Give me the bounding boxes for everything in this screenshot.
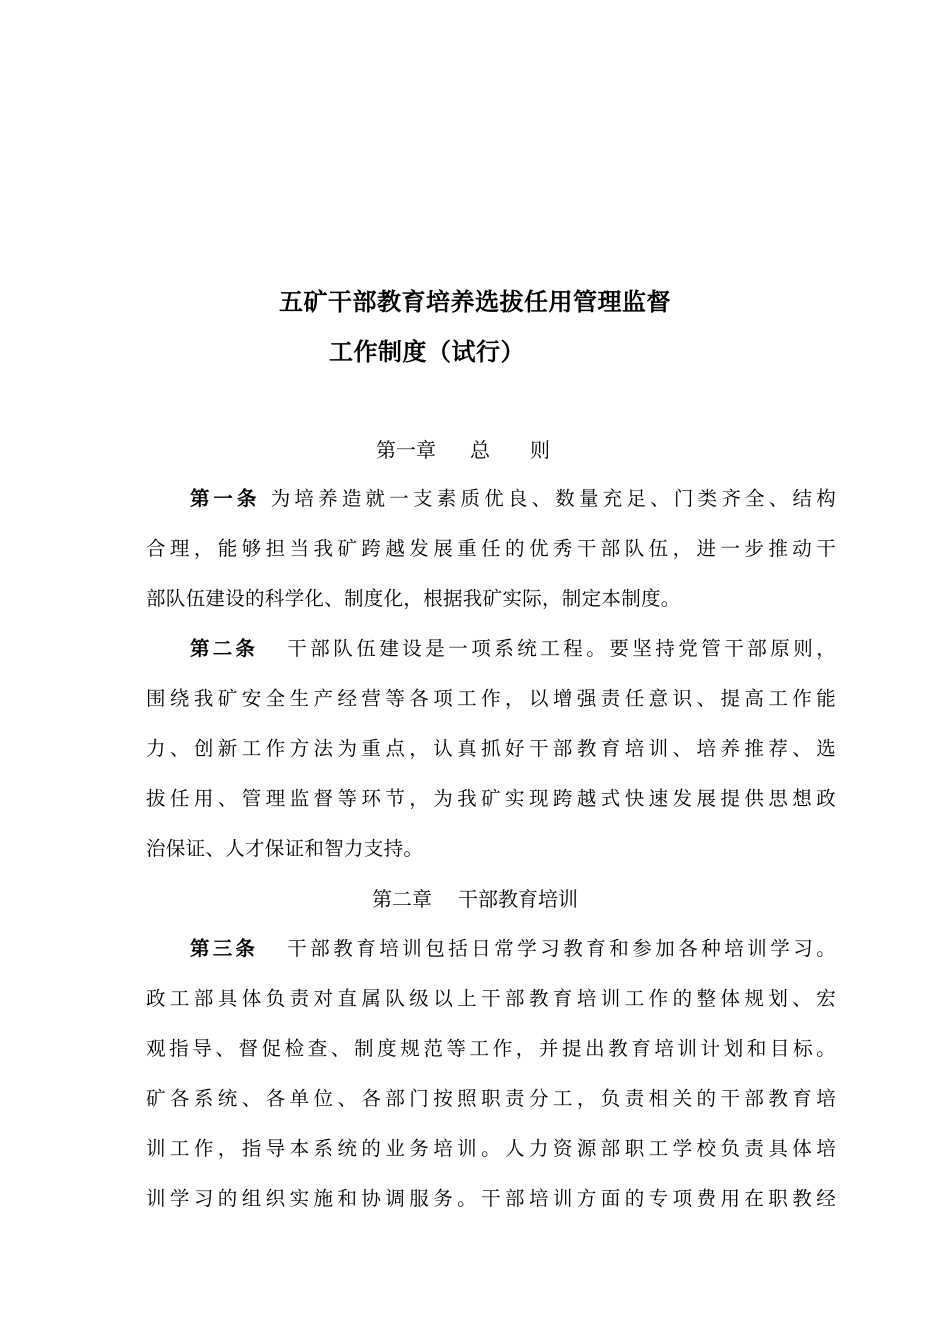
chapter-1-number: 第一章 [376,438,436,462]
article-3-line-1 [190,936,836,962]
chapter-2-number: 第二章 [372,887,432,911]
article-3-line-5: 训工作，指导本系统的业务培训。人力资源部职工学校负责具体培 [146,1137,836,1160]
article-2-label: 第二条 [190,637,259,660]
article-2-line-2: 围绕我矿安全生产经营等各项工作，以增强责任意识、提高工作能 [146,687,836,710]
article-3-line-6: 训学习的组织实施和协调服务。干部培训方面的专项费用在职教经 [146,1187,836,1210]
article-3-line-2: 政工部具体负责对直属队级以上干部教育培训工作的整体规划、宏 [146,987,836,1010]
article-3-label: 第三条 [190,937,259,960]
article-2-line-1 [190,636,836,662]
article-1-label: 第一条 [190,487,261,510]
chapter-2-name: 干部教育培训 [458,887,578,911]
document-title-line-2: 工作制度（试行） [329,338,525,366]
article-2-line-4: 拔任用、管理监督等环节，为我矿实现跨越式快速发展提供思想政 [146,787,836,810]
chapter-1-name-a: 总 [470,438,490,462]
article-2-first-text: 干部队伍建设是一项系统工程。要坚持党管干部原则， [287,637,836,660]
article-1-line-1 [190,486,836,512]
chapter-2-heading [0,886,950,912]
article-1-line-2: 合理，能够担当我矿跨越发展重任的优秀干部队伍，进一步推动干 [146,537,836,560]
chapter-1-heading [0,437,938,463]
article-1-line-3: 部队伍建设的科学化、制度化，根据我矿实际，制定本制度。 [146,587,681,610]
article-3-line-3: 观指导、督促检查、制度规范等工作，并提出教育培训计划和目标。 [146,1037,836,1060]
chapter-1-name-b: 则 [530,438,550,462]
article-3-line-4: 矿各系统、各单位、各部门按照职责分工，负责相关的干部教育培 [146,1087,836,1110]
document-title-line-1: 五矿干部教育培养选拔任用管理监督 [279,288,671,316]
article-3-first-text: 干部教育培训包括日常学习教育和参加各种培训学习。 [287,937,836,960]
article-2-line-5: 治保证、人才保证和智力支持。 [146,837,424,860]
article-1-first-text: 为培养造就一支素质优良、数量充足、门类齐全、结构 [270,487,836,510]
article-2-line-3: 力、创新工作方法为重点，认真抓好干部教育培训、培养推荐、选 [146,737,836,760]
